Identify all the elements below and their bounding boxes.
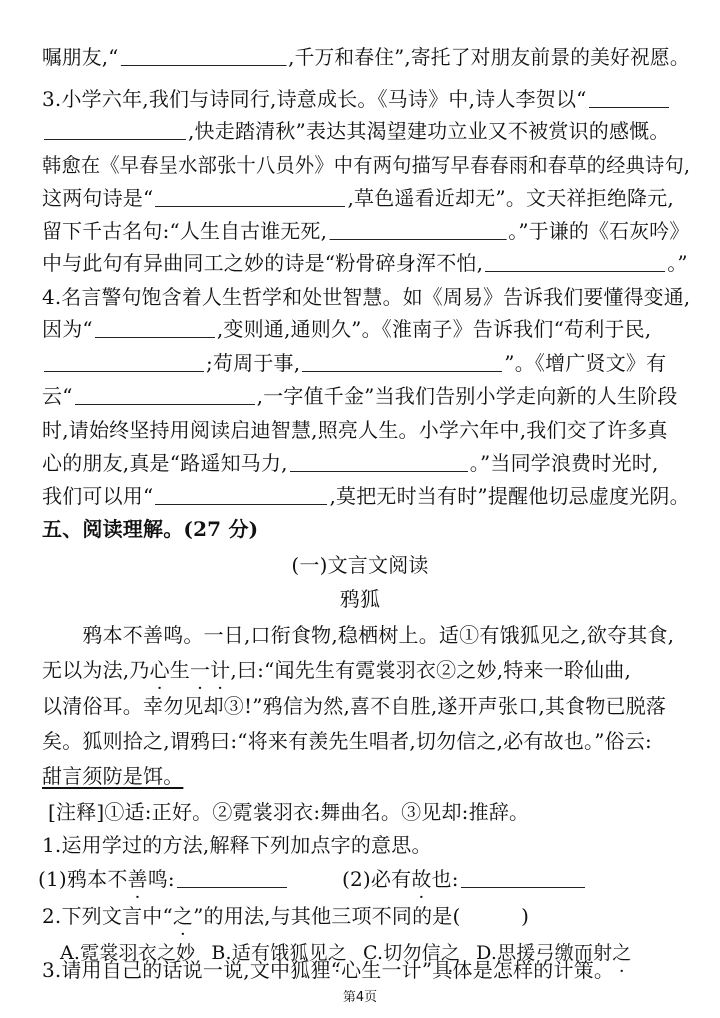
text: (2)必有 xyxy=(342,867,412,891)
line-3 xyxy=(42,118,670,144)
line-4 xyxy=(42,152,690,178)
question-3: 3.请用自己的话说一说,文中狐狸“心生一计”具体是怎样的计策。 xyxy=(42,958,615,982)
line-2 xyxy=(42,86,671,112)
passage-line-1: 鸦本不善鸣。一日,口衔食物,稳栖树上。适①有饿狐见之,欲夺其食, xyxy=(42,623,675,647)
text: ,一字值千金”当我们告别小学走向新的人生阶段 xyxy=(256,384,678,408)
line-11 xyxy=(42,383,678,409)
line-10 xyxy=(42,350,666,376)
answer-blank[interactable] xyxy=(589,89,669,108)
answer-blank[interactable] xyxy=(461,869,585,888)
line-6 xyxy=(42,218,690,244)
option-b[interactable]: B.适有饿狐见之 xyxy=(211,942,347,964)
line-9 xyxy=(42,316,651,342)
question-1: 1.运用学过的方法,解释下列加点字的意思。 xyxy=(42,833,432,857)
answer-blank[interactable] xyxy=(302,353,502,372)
line-12 xyxy=(42,417,668,443)
passage-line-3: 以清俗耳。幸勿见却③!”鸦信为然,喜不自胜,遂开声张口,其食物已脱落 xyxy=(42,694,667,718)
text: 2.下列文言中“ xyxy=(42,904,173,928)
text: ,草色遥看近却无”。文天祥拒绝降元, xyxy=(347,186,674,210)
line-14 xyxy=(42,483,690,509)
answer-blank[interactable] xyxy=(177,869,287,888)
answer-blank[interactable] xyxy=(44,353,204,372)
dotted-char: 计 xyxy=(210,658,231,682)
line-7 xyxy=(42,250,688,276)
text: ;苟周于事, xyxy=(206,351,301,375)
text: 时,请始终坚持用阅读启迪智慧,照亮人生。小学六年中,我们交了许多真 xyxy=(42,418,668,442)
text: ,快走踏清秋”表达其渴望建功立业又不被赏识的感慨。 xyxy=(188,119,670,143)
answer-blank[interactable] xyxy=(155,486,327,505)
text: ,曰:“闻先生有霓裳羽衣②之妙,特来一聆仙曲, xyxy=(230,658,632,682)
passage-title: 鸦狐 xyxy=(339,587,381,611)
line-5 xyxy=(42,185,674,211)
dotted-char: 之 xyxy=(156,942,177,964)
section-title: 五、阅读理解。(27 分) xyxy=(42,517,259,541)
text: 。”当同学浪费时光时, xyxy=(469,451,659,475)
text: 生 xyxy=(169,658,190,682)
notes: [注释]①适:正好。②霓裳羽衣:舞曲名。③见却:推辞。 xyxy=(48,800,530,824)
text: 4.名言警句饱含着人生哲学和处世智慧。如《周易》告诉我们要懂得变通, xyxy=(42,285,691,309)
question-2 xyxy=(42,903,529,929)
text: 心的朋友,真是“路遥知马力, xyxy=(42,451,288,475)
answer-blank[interactable] xyxy=(329,221,506,240)
text: 因为“ xyxy=(42,317,93,341)
text: 嘱朋友,“ xyxy=(42,45,119,69)
passage-line-4: 矣。狐则拾之,谓鸦曰:“将来有羡先生唱者,切勿信之,必有故也。”俗云: xyxy=(42,729,652,753)
text: 3.小学六年,我们与诗同行,诗意成长。《马诗》中,诗人李贺以“ xyxy=(42,87,587,111)
line-8 xyxy=(42,284,690,310)
text: 云“ xyxy=(42,384,73,408)
text: 这两句诗是“ xyxy=(42,186,154,210)
question-1-items xyxy=(38,866,587,892)
text: (1)鸦本不 xyxy=(38,867,128,891)
answer-blank[interactable] xyxy=(290,453,468,472)
answer-blank[interactable] xyxy=(485,253,665,272)
text: 韩愈在《早春呈水部张十八员外》中有两句描写早春春雨和春草的经典诗句, xyxy=(42,153,691,177)
text: 留下千古名句:“人生自古谁无死, xyxy=(42,219,328,243)
dotted-char: 之 xyxy=(172,904,194,928)
dotted-char: 心 xyxy=(149,658,170,682)
subsection-title: (一)文言文阅读 xyxy=(291,553,429,577)
text: 中与此句有异曲同工之妙的诗是“粉骨碎身浑不怕, xyxy=(42,251,484,275)
passage-line-5: 甜言须防是饵。 xyxy=(42,764,184,788)
option-c[interactable]: C.切勿信之 xyxy=(362,942,461,964)
text: 鸣: xyxy=(147,867,175,891)
text: ”。《增广贤文》有 xyxy=(504,351,667,375)
answer-blank[interactable] xyxy=(95,319,215,338)
dotted-char: 故 xyxy=(411,867,432,891)
dotted-char: 善 xyxy=(127,867,148,891)
text: 我们可以用“ xyxy=(42,484,154,508)
text: ,千万和春住”,寄托了对朋友前景的美好祝愿。 xyxy=(288,45,690,69)
answer-blank[interactable] xyxy=(75,386,255,405)
text: 也: xyxy=(431,867,459,891)
line-1 xyxy=(42,44,690,70)
line-13 xyxy=(42,450,659,476)
passage-line-2 xyxy=(42,657,631,683)
text: 。”于谦的《石灰吟》 xyxy=(508,219,690,243)
text: ,变则通,通则久”。《淮南子》告诉我们“苟利于民, xyxy=(216,317,652,341)
dotted-char: 之 xyxy=(440,942,461,964)
dotted-char: 之 xyxy=(327,942,347,964)
text: ”的用法,与其他三项不同的是( ) xyxy=(193,904,530,928)
answer-blank[interactable] xyxy=(120,47,286,66)
text: ,莫把无时当有时”提醒他切忌虚度光阴。 xyxy=(329,484,690,508)
page-number: 第4页 xyxy=(342,990,378,1005)
answer-blank[interactable] xyxy=(44,121,186,140)
text: 。” xyxy=(667,251,688,275)
text: 无以为法,乃 xyxy=(42,658,150,682)
option-d[interactable]: D.思援弓缴而射之 xyxy=(476,942,632,964)
dotted-char: 一 xyxy=(189,658,211,682)
dotted-char: 之 xyxy=(612,942,632,964)
option-a[interactable]: A.霓裳羽衣之妙 xyxy=(60,942,196,964)
answer-blank[interactable] xyxy=(155,188,345,207)
